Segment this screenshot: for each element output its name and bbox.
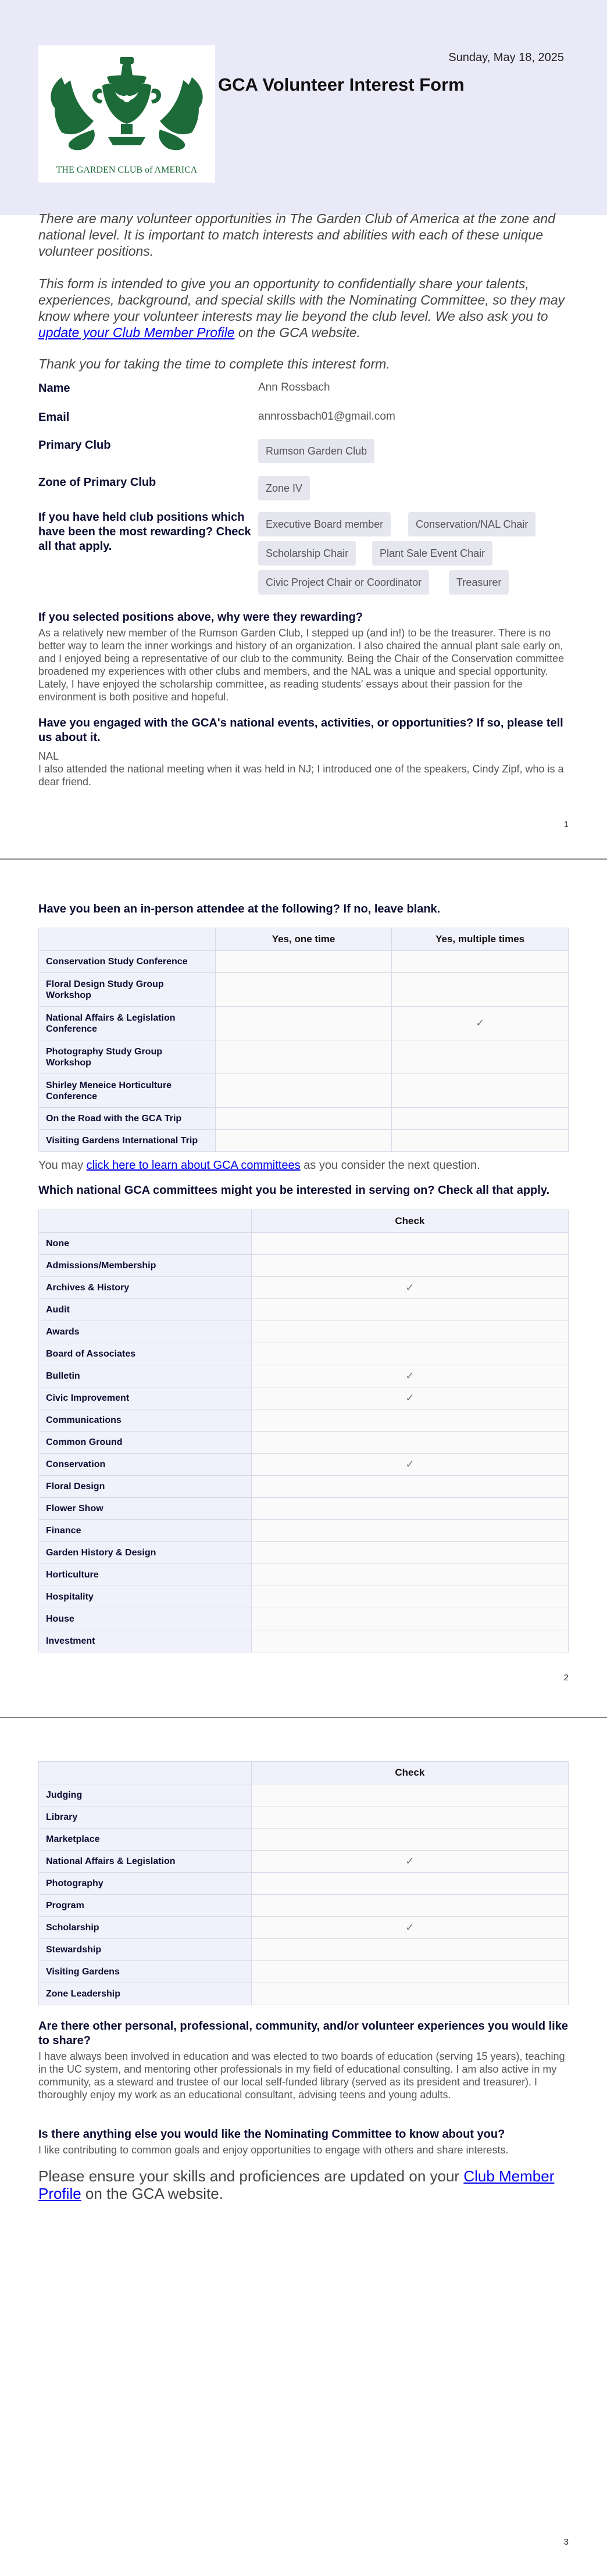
table-row [39, 1233, 569, 1255]
check-cell [251, 1409, 568, 1432]
table-row [39, 1365, 569, 1387]
row-label: Visiting Gardens International Trip [39, 1130, 216, 1152]
check-cell [251, 1432, 568, 1454]
check-cell [215, 1007, 392, 1040]
table-header-blank [39, 928, 216, 951]
check-cell [251, 1983, 568, 2005]
row-label: Investment [39, 1630, 252, 1652]
club-member-profile-link[interactable]: Club Member Profile [38, 2167, 555, 2202]
check-cell [392, 1108, 569, 1130]
table-row [39, 1873, 569, 1895]
row-label: National Affairs & Legislation Conference [39, 1007, 216, 1040]
national-question: Have you engaged with the GCA's national events, activities, or opportunities? If so, please tell us about it. [38, 717, 563, 744]
check-cell [392, 951, 569, 973]
link-line-text: You may [38, 1159, 87, 1172]
page-number: 2 [563, 1673, 569, 1683]
name-value: Ann Rossbach [258, 381, 330, 393]
table-row [39, 951, 569, 973]
closing-text-end: on the GCA website. [81, 2185, 223, 2202]
check-cell [392, 1074, 569, 1108]
check-cell [392, 973, 569, 1007]
check-cell [215, 1108, 392, 1130]
closing-text: Please ensure your skills and proficiences are updated on your [38, 2167, 464, 2185]
table-row [39, 1851, 569, 1873]
table-row [39, 1476, 569, 1498]
zone-chip: Zone IV [258, 476, 310, 500]
learn-committees-link[interactable]: click here to learn about GCA committees [86, 1159, 301, 1172]
row-label: Stewardship [39, 1939, 252, 1961]
check-cell [251, 1630, 568, 1652]
row-label: Finance [39, 1520, 252, 1542]
table-row [39, 1564, 569, 1586]
table-row [39, 973, 569, 1007]
table-row [39, 1829, 569, 1851]
table-row [39, 1806, 569, 1829]
other-experiences-question: Are there other personal, professional, community, and/or volunteer experiences you would like to share? [38, 2020, 568, 2047]
attendee-table [38, 928, 569, 1152]
table-row [39, 1074, 569, 1108]
table-row [39, 1961, 569, 1983]
logo-caption: THE GARDEN CLUB of AMERICA [56, 165, 198, 175]
table-row [39, 1108, 569, 1130]
email-value: annrossbach01@gmail.com [258, 410, 395, 423]
table-row [39, 1520, 569, 1542]
row-label: Conservation [39, 1454, 252, 1476]
check-cell [251, 1299, 568, 1321]
intro-text-end: on the GCA website. [234, 325, 360, 340]
check-cell [251, 1520, 568, 1542]
check-cell [392, 1130, 569, 1152]
committees-table-continued [38, 1761, 569, 2005]
row-label: Garden History & Design [39, 1542, 252, 1564]
table-row [39, 1007, 569, 1040]
row-label: None [39, 1233, 252, 1255]
page-divider [0, 858, 607, 860]
row-label: Archives & History [39, 1277, 252, 1299]
zone-label: Zone of Primary Club [38, 476, 156, 489]
row-label: Visiting Gardens [39, 1961, 252, 1983]
positions-label: If you have held club positions which have been the most rewarding? Check all that apply. [38, 511, 251, 553]
table-header: Yes, one time [215, 928, 392, 951]
table-row [39, 1255, 569, 1277]
table-header-blank [39, 1762, 252, 1784]
page-number: 3 [563, 2537, 569, 2547]
check-cell: ✓ [251, 1387, 568, 1409]
row-label: Scholarship [39, 1917, 252, 1939]
position-chip: Civic Project Chair or Coordinator [258, 570, 429, 595]
check-cell [251, 1233, 568, 1255]
check-cell [251, 1476, 568, 1498]
check-cell [251, 1784, 568, 1806]
committees-link-line [38, 1159, 480, 1172]
row-label: Library [39, 1806, 252, 1829]
position-chip: Plant Sale Event Chair [372, 541, 492, 566]
row-label: Board of Associates [39, 1343, 252, 1365]
update-profile-link[interactable]: update your Club Member Profile [38, 325, 235, 340]
table-row [39, 1432, 569, 1454]
row-label: House [39, 1608, 252, 1630]
intro-text: This form is intended to give you an opportunity to confidentially share your talents, experiences, background, and special skills with the Nominating Committee, so they may know where your volunteer interests may lie beyond the club level. We also ask you to [38, 276, 565, 324]
check-cell [251, 1255, 568, 1277]
page-divider [0, 1717, 607, 1718]
national-answer-line1: NAL [38, 750, 59, 762]
check-cell: ✓ [251, 1917, 568, 1939]
row-label: Common Ground [39, 1432, 252, 1454]
row-label: Marketplace [39, 1829, 252, 1851]
table-row [39, 1343, 569, 1365]
committees-question: Which national GCA committees might you be interested in serving on? Check all that apply. [38, 1184, 550, 1197]
position-chip: Conservation/NAL Chair [408, 512, 535, 536]
table-header: Check [251, 1762, 568, 1784]
table-row [39, 1586, 569, 1608]
rewarding-answer: As a relatively new member of the Rumson Garden Club, I stepped up (and in!) to be the treasurer. There is no better way to learn the inner workings and history of an organization. I also chaired the annual plant sale early on, and I enjoyed being a representative of our club to the community. Being the Chair of the Conservation committee broadened my experiences with other clubs and members, and the NAL was a unique and special opportunity. Lately, I have enjoyed the scholarship committee, as reading students' essays about their passion for the environment is both positive and hopeful. [38, 627, 565, 703]
table-header: Check [251, 1210, 568, 1233]
row-label: Communications [39, 1409, 252, 1432]
anything-else-answer: I like contributing to common goals and enjoy opportunities to engage with others and share interests. [38, 2144, 509, 2156]
table-row [39, 1784, 569, 1806]
check-cell [215, 973, 392, 1007]
table-row [39, 1983, 569, 2005]
check-cell [251, 1321, 568, 1343]
check-cell [251, 1829, 568, 1851]
check-cell [392, 1040, 569, 1074]
row-label: Floral Design [39, 1476, 252, 1498]
position-chip: Scholarship Chair [258, 541, 356, 566]
check-cell [251, 1806, 568, 1829]
table-row [39, 1895, 569, 1917]
row-label: Photography [39, 1873, 252, 1895]
position-chip: Treasurer [449, 570, 509, 595]
check-cell [251, 1895, 568, 1917]
name-label: Name [38, 382, 70, 395]
check-cell [215, 951, 392, 973]
check-cell [251, 1873, 568, 1895]
check-cell: ✓ [251, 1851, 568, 1873]
committees-table [38, 1210, 569, 1652]
table-header: Yes, multiple times [392, 928, 569, 951]
table-row [39, 1608, 569, 1630]
table-row [39, 1409, 569, 1432]
rewarding-question: If you selected positions above, why were they rewarding? [38, 611, 363, 624]
primary-club-chip: Rumson Garden Club [258, 439, 374, 463]
table-row [39, 1542, 569, 1564]
check-cell [251, 1961, 568, 1983]
check-cell: ✓ [251, 1277, 568, 1299]
anything-else-question: Is there anything else you would like the Nominating Committee to know about you? [38, 2128, 505, 2141]
check-cell [251, 1939, 568, 1961]
row-label: Admissions/Membership [39, 1255, 252, 1277]
row-label: Awards [39, 1321, 252, 1343]
check-cell: ✓ [392, 1007, 569, 1040]
row-label: Civic Improvement [39, 1387, 252, 1409]
row-label: Bulletin [39, 1365, 252, 1387]
position-chip: Executive Board member [258, 512, 391, 536]
check-cell [251, 1608, 568, 1630]
row-label: Floral Design Study Group Workshop [39, 973, 216, 1007]
row-label: Program [39, 1895, 252, 1917]
check-cell [251, 1498, 568, 1520]
closing-note [38, 2167, 569, 2202]
gca-logo-icon [38, 45, 215, 162]
table-row [39, 1630, 569, 1652]
table-row [39, 1299, 569, 1321]
row-label: Conservation Study Conference [39, 951, 216, 973]
row-label: Zone Leadership [39, 1983, 252, 2005]
row-label: Hospitality [39, 1586, 252, 1608]
page-number: 1 [563, 820, 569, 829]
row-label: Flower Show [39, 1498, 252, 1520]
other-experiences-answer: I have always been involved in education and was elected to two boards of education (serving 15 years), teaching in the UC system, and mentoring other professionals in my field of educational consulting. I am also active in my community, as a steward and trustee of our local self-funded library (served as its president and treasurer). I thoroughly enjoy my work as an educational consultant, advising teens and young adults. [38, 2051, 565, 2101]
table-row [39, 1321, 569, 1343]
table-row [39, 1387, 569, 1409]
intro-paragraph-1: There are many volunteer opportunities in The Garden Club of America at the zone and national level. It is important to match interests and abilities with each of these unique volunteer positions. [38, 211, 555, 259]
table-row [39, 1277, 569, 1299]
table-row [39, 1454, 569, 1476]
check-cell [251, 1343, 568, 1365]
table-row [39, 1917, 569, 1939]
row-label: Shirley Meneice Horticulture Conference [39, 1074, 216, 1108]
row-label: Horticulture [39, 1564, 252, 1586]
table-row [39, 1040, 569, 1074]
check-cell [215, 1040, 392, 1074]
table-row [39, 1939, 569, 1961]
gca-logo [38, 45, 215, 183]
primary-club-label: Primary Club [38, 439, 111, 452]
form-date: Sunday, May 18, 2025 [448, 51, 564, 64]
table-row [39, 1130, 569, 1152]
row-label: On the Road with the GCA Trip [39, 1108, 216, 1130]
check-cell: ✓ [251, 1365, 568, 1387]
intro-paragraph-3: Thank you for taking the time to complete this interest form. [38, 356, 390, 371]
check-cell [215, 1130, 392, 1152]
check-cell [251, 1542, 568, 1564]
check-cell [251, 1564, 568, 1586]
form-title: GCA Volunteer Interest Form [218, 74, 465, 95]
row-label: Judging [39, 1784, 252, 1806]
row-label: Photography Study Group Workshop [39, 1040, 216, 1074]
link-line-text-end: as you consider the next question. [300, 1159, 480, 1172]
check-cell [251, 1586, 568, 1608]
check-cell [215, 1074, 392, 1108]
attendee-question: Have you been an in-person attendee at the following? If no, leave blank. [38, 903, 441, 915]
table-row [39, 1498, 569, 1520]
national-answer-line2: I also attended the national meeting when it was held in NJ; I introduced one of the speakers, Cindy Zipf, who is a dear friend. [38, 763, 564, 788]
row-label: National Affairs & Legislation [39, 1851, 252, 1873]
email-label: Email [38, 411, 70, 424]
intro-paragraph-2 [38, 276, 569, 341]
table-header-blank [39, 1210, 252, 1233]
check-cell: ✓ [251, 1454, 568, 1476]
row-label: Audit [39, 1299, 252, 1321]
